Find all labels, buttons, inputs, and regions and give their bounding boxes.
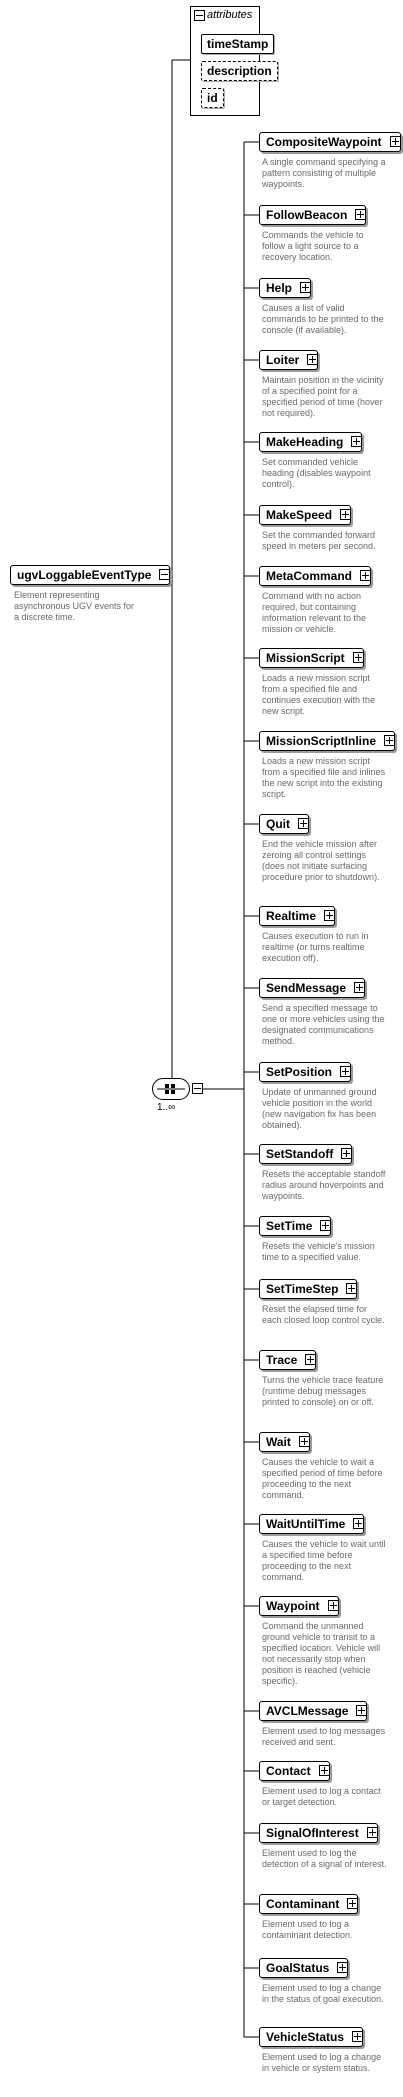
attribute-timestamp[interactable]: timeStamp [201, 34, 274, 54]
element-wait-until-time[interactable] [259, 1514, 364, 1534]
element-label: MakeSpeed [266, 508, 333, 522]
element-label: FollowBeacon [266, 208, 348, 222]
element-set-standoff[interactable] [259, 1144, 352, 1164]
expand-icon[interactable] [355, 209, 366, 220]
sequence-compositor[interactable] [152, 1078, 190, 1100]
element-help[interactable] [259, 278, 311, 298]
element-label: Loiter [266, 353, 300, 367]
element-meta-command[interactable] [259, 566, 371, 586]
element-label: GoalStatus [266, 1961, 330, 1975]
element-description: Resets the vehicle's mission time to a specified value. [262, 1241, 375, 1262]
element-label: Contaminant [266, 1897, 340, 1911]
element-loiter[interactable] [259, 350, 318, 370]
expand-icon[interactable] [347, 1898, 358, 1909]
element-waypoint[interactable] [259, 1596, 339, 1616]
element-contact[interactable] [259, 1761, 330, 1781]
expand-icon[interactable] [324, 910, 335, 921]
expand-icon[interactable] [346, 1283, 357, 1294]
root-description: Element representing asynchronous UGV events for a discrete time. [14, 590, 135, 622]
expand-icon[interactable] [300, 282, 311, 293]
element-description: Causes a list of valid commands to be printed to the console (if available). [262, 303, 384, 335]
element-set-time-step[interactable] [259, 1279, 357, 1299]
attributes-label: attributes [207, 9, 253, 21]
element-contaminant[interactable] [259, 1894, 358, 1914]
expand-icon[interactable] [320, 1220, 331, 1231]
expand-icon[interactable] [360, 570, 371, 581]
expand-icon[interactable] [356, 1705, 367, 1716]
element-description: Element used to log messages received and sent. [262, 1726, 386, 1747]
expand-icon[interactable] [351, 436, 362, 447]
element-label: SetTime [266, 1219, 313, 1233]
element-quit[interactable] [259, 814, 309, 834]
expand-icon[interactable] [384, 735, 395, 746]
element-description: Turns the vehicle trace feature (runtime debug messages printed to console) on or off. [262, 1375, 384, 1407]
element-description: Causes execution to run in realtime (or turns realtime execution off). [262, 931, 369, 963]
element-label: SetStandoff [266, 1147, 334, 1161]
element-realtime[interactable] [259, 906, 335, 926]
element-description: Set the commanded forward speed in meters per second. [262, 530, 376, 551]
expand-icon[interactable] [352, 2031, 363, 2042]
element-description: Reset the elapsed time for each closed loop control cycle. [262, 1304, 385, 1325]
element-description: Element used to log a contact or target detection. [262, 1786, 381, 1807]
element-avclmessage[interactable] [259, 1701, 367, 1721]
expand-icon[interactable] [299, 1436, 310, 1447]
element-label: Realtime [266, 909, 317, 923]
element-description: Resets the acceptable standoff radius around hoverpoints and waypoints. [262, 1169, 386, 1201]
element-label: WaitUntilTime [266, 1517, 346, 1531]
element-set-time[interactable] [259, 1216, 331, 1236]
expand-icon[interactable] [337, 1962, 348, 1973]
element-label: Quit [266, 817, 290, 831]
element-description: Set commanded vehicle heading (disables waypoint control). [262, 457, 371, 489]
element-send-message[interactable] [259, 978, 365, 998]
expand-icon[interactable] [353, 652, 364, 663]
element-label: CompositeWaypoint [266, 135, 382, 149]
expand-icon[interactable] [305, 1354, 316, 1365]
element-mission-script-inline[interactable] [259, 731, 395, 751]
element-label: Wait [266, 1435, 291, 1449]
expand-icon[interactable] [298, 818, 309, 829]
element-description: Loads a new mission script from a specified file and inlines the new script into the existing script. [262, 756, 386, 799]
element-goal-status[interactable] [259, 1958, 348, 1978]
element-description: Update of unmanned ground vehicle position in the world (new navigation fix has been obtained). [262, 1087, 377, 1130]
element-description: Send a specified message to one or more vehicles using the designated communications method. [262, 1003, 385, 1046]
element-description: Loads a new mission script from a specified file and continues execution with the new script. [262, 673, 376, 716]
expand-icon[interactable] [340, 509, 351, 520]
collapse-icon[interactable] [159, 569, 170, 580]
sequence-cardinality: 1..∞ [157, 1102, 176, 1113]
element-label: SignalOfInterest [266, 1826, 359, 1840]
element-label: MissionScript [266, 651, 345, 665]
expand-icon[interactable] [367, 1827, 378, 1838]
element-label: MissionScriptInline [266, 734, 377, 748]
element-label: MakeHeading [266, 435, 344, 449]
collapse-icon[interactable] [192, 1083, 203, 1094]
element-vehicle-status[interactable] [259, 2027, 363, 2047]
root-element[interactable] [10, 565, 170, 585]
element-description: Element used to log a change in the status of goal execution. [262, 1983, 384, 2004]
expand-icon[interactable] [340, 1066, 351, 1077]
element-description: A single command specifying a pattern consisting of multiple waypoints. [262, 157, 386, 189]
element-make-heading[interactable] [259, 432, 362, 452]
element-description: Causes the vehicle to wait a specified period of time before proceeding to the next command. [262, 1457, 383, 1500]
expand-icon[interactable] [354, 982, 365, 993]
expand-icon[interactable] [307, 354, 318, 365]
attribute-description[interactable]: description [201, 61, 278, 81]
collapse-icon[interactable] [194, 10, 205, 21]
element-follow-beacon[interactable] [259, 205, 366, 225]
element-composite-waypoint[interactable] [259, 132, 401, 152]
element-make-speed[interactable] [259, 505, 351, 525]
element-signal-of-interest[interactable] [259, 1823, 378, 1843]
element-description: Commands the vehicle to follow a light source to a recovery location. [262, 230, 364, 262]
element-description: Command the unmanned ground vehicle to transit to a specified location. Vehicle will not necessarily stop when position is reached (vehicle specific). [262, 1621, 381, 1686]
root-element-label: ugvLoggableEventType [17, 568, 152, 582]
element-description: Element used to log a contaminant detection. [262, 1919, 353, 1940]
element-description: Command with no action required, but containing information relevant to the mission or vehicle. [262, 591, 367, 634]
expand-icon[interactable] [341, 1148, 352, 1159]
element-label: Waypoint [266, 1599, 320, 1613]
element-label: SetPosition [266, 1065, 333, 1079]
element-label: AVCLMessage [266, 1704, 349, 1718]
element-label: MetaCommand [266, 569, 353, 583]
element-label: SetTimeStep [266, 1282, 339, 1296]
element-set-position[interactable] [259, 1062, 351, 1082]
element-trace[interactable] [259, 1350, 316, 1370]
expand-icon[interactable] [353, 1518, 364, 1529]
element-mission-script[interactable] [259, 648, 364, 668]
element-label: SendMessage [266, 981, 347, 995]
element-description: Causes the vehicle to wait until a specified time before proceeding to the next command. [262, 1539, 386, 1582]
element-description: End the vehicle mission after zeroing all control settings (does not initiate surfacing procedure prior to shutdown). [262, 839, 380, 882]
sequence-icon [153, 1079, 189, 1099]
element-label: Contact [266, 1764, 311, 1778]
attribute-id[interactable]: id [201, 88, 224, 108]
expand-icon[interactable] [328, 1600, 339, 1611]
element-description: Maintain position in the vicinity of a specified point for a specified period of time (hover not required). [262, 375, 384, 418]
element-label: Trace [266, 1353, 298, 1367]
element-wait[interactable] [259, 1432, 310, 1452]
element-description: Element used to log a change in vehicle or system status. [262, 2052, 382, 2073]
element-label: VehicleStatus [266, 2030, 345, 2044]
element-label: Help [266, 281, 293, 295]
expand-icon[interactable] [390, 136, 401, 147]
element-description: Element used to log the detection of a signal of interest. [262, 1848, 387, 1869]
expand-icon[interactable] [319, 1765, 330, 1776]
